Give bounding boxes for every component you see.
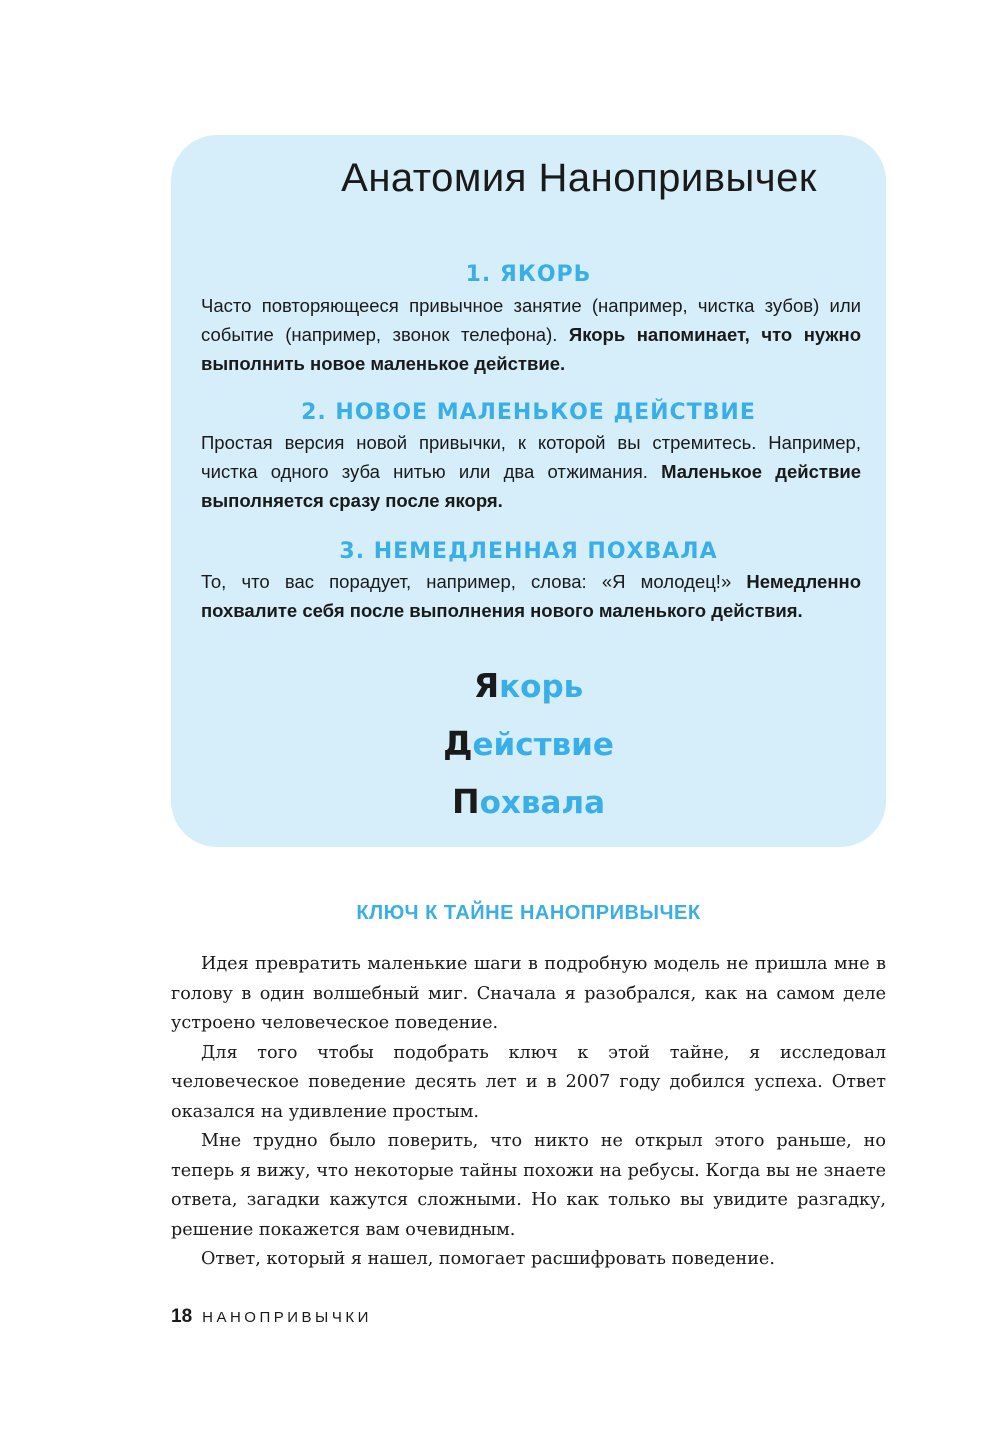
body-text — [171, 950, 886, 1275]
paragraph: Ответ, который я нашел, помогает расшифровать поведение. — [201, 1249, 775, 1269]
section-body-action: Простая версия новой привычки, к которой вы стремитесь. Например, чистка одного зуба нитью или два отжимания. Маленькое действие выполняется сразу после якоря. — [201, 432, 861, 511]
section-title: КЛЮЧ К ТАЙНЕ НАНОПРИВЫЧЕК — [356, 902, 701, 924]
running-title: НАНОПРИВЫЧКИ — [202, 1309, 372, 1326]
paragraph: Мне трудно было поверить, что никто не открыл этого раньше, но теперь я вижу, что некоторые тайны похожи на ребусы. Когда вы не знаете ответа, загадки кажутся сложными. Но как только вы увидите разгадку, решение покажется вам очевидным. — [171, 1131, 886, 1240]
page-footer — [171, 1306, 372, 1328]
mnemonic-anchor: Якорь — [473, 666, 584, 705]
paragraph: Идея превратить маленькие шаги в подробную модель не пришла мне в голову в один волшебный миг. Сначала я разобрался, как на самом деле устроено человеческое поведение. — [171, 954, 886, 1033]
section-heading-praise: 3. НЕМЕДЛЕННАЯ ПОХВАЛА — [339, 539, 718, 564]
section-body-anchor: Часто повторяющееся привычное занятие (например, чистка зубов) или событие (например, звонок телефона). Якорь напоминает, что нужно выполнить новое маленькое действие. — [201, 295, 861, 374]
section-body-praise: То, что вас порадует, например, слова: «Я молодец!» Немедленно похвалите себя после выполнения нового маленького действия. — [201, 571, 861, 621]
section-heading-action: 2. НОВОЕ МАЛЕНЬКОЕ ДЕЙСТВИЕ — [301, 400, 756, 425]
page-number: 18 — [171, 1306, 193, 1327]
mnemonic-praise: Похвала — [451, 782, 606, 821]
box-title: Анатомия Нанопривычек — [341, 156, 817, 200]
paragraph: Для того чтобы подобрать ключ к этой тайне, я исследовал человеческое поведение десять лет и в 2007 году добился успеха. Ответ оказался на удивление простым. — [171, 1042, 886, 1122]
mnemonic-action: Действие — [443, 724, 614, 763]
section-heading-anchor: 1. ЯКОРЬ — [465, 262, 592, 287]
